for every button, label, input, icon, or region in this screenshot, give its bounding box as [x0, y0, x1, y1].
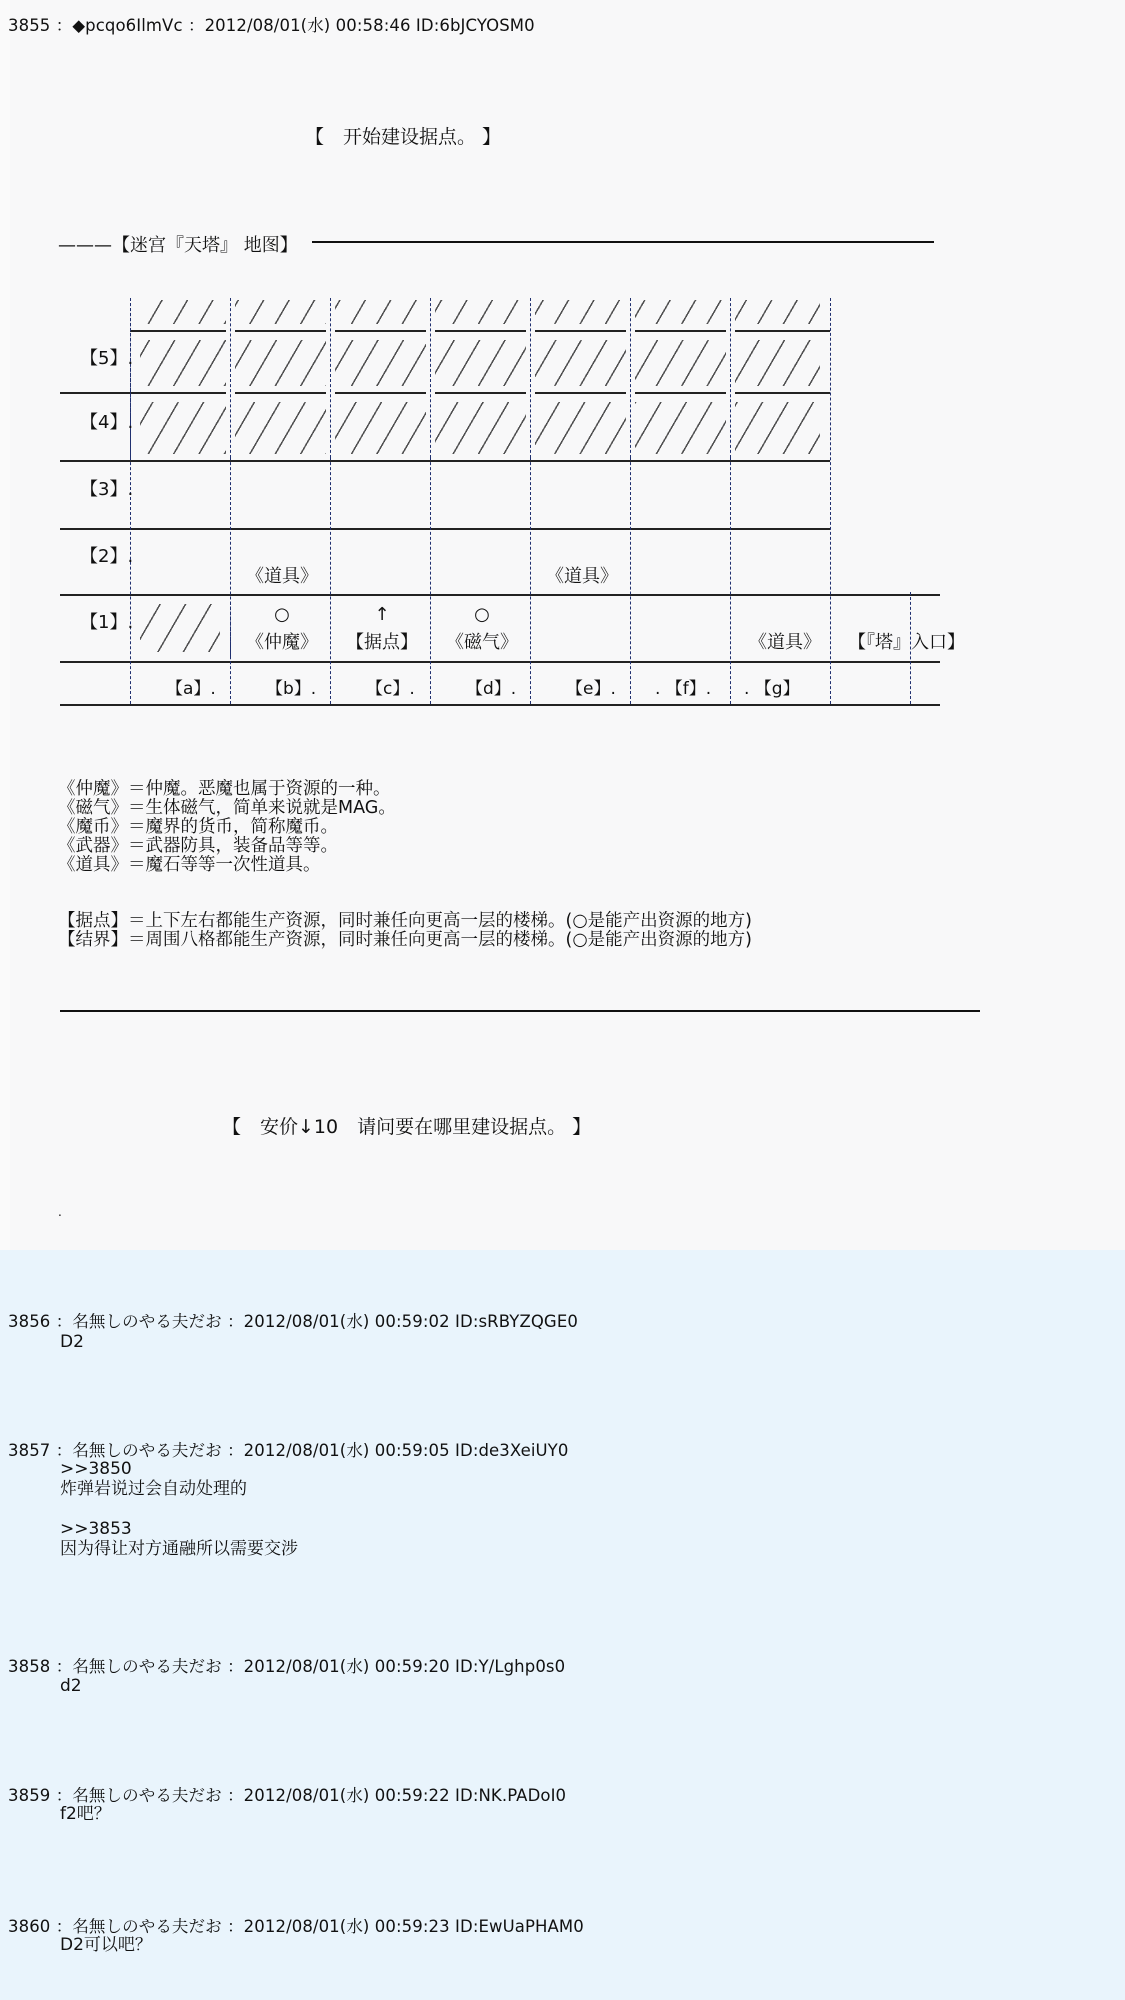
row-label-1: 【1】.	[80, 612, 134, 633]
hatch-a1	[140, 604, 220, 652]
vote-prompt: 【 安价↓10 请问要在哪里建设据点。 】	[222, 1116, 592, 1138]
legend-line: 《魔币》＝魔界的货币，简称魔币。	[58, 817, 338, 837]
post-body-3858	[60, 1676, 82, 1696]
reply-line: D2	[60, 1332, 84, 1352]
row-divider	[60, 661, 940, 663]
col-label-c: 【c】.	[366, 679, 415, 699]
legend-line: 《武器》＝武器防具，装备品等等。	[58, 836, 338, 856]
legend-line: 《磁气》＝生体磁气，简单来说就是MAG。	[58, 798, 396, 818]
row-label-5: 【5】.	[80, 348, 134, 369]
post-body-3860	[60, 1935, 152, 1955]
post-header-3860: 3860 ：名無しのやる夫だお ：2012/08/01(水) 00:59:23 ID:EwUaPHAM0	[8, 1917, 584, 1936]
post-body-3859	[60, 1804, 111, 1824]
hatch-row5	[140, 340, 820, 386]
map-title-rule	[312, 241, 934, 243]
row-label-3: 【3】.	[80, 479, 134, 500]
row-divider	[60, 460, 830, 462]
cell-e2: 《道具》	[546, 566, 618, 587]
col-label-b: 【b】.	[266, 679, 317, 699]
reply-line: d2	[60, 1676, 82, 1696]
cell-b1: 《仲魔》	[246, 632, 318, 653]
reply-anchor-link[interactable]: >>3850	[60, 1459, 132, 1479]
row-label-2: 【2】.	[80, 546, 134, 567]
cell-g1: 《道具》	[749, 632, 821, 653]
legend-block	[58, 780, 396, 875]
section-rule	[60, 1010, 980, 1012]
post-header-3857: 3857 ：名無しのやる夫だお ：2012/08/01(水) 00:59:05 ID:de3XeiUY0	[8, 1441, 569, 1460]
cell-d1-marker: ○	[474, 604, 490, 625]
post-header-3855: 3855 ：◆pcqo6IlmVc ：2012/08/01(水) 00:58:46 ID:6bJCYOSM0	[8, 16, 535, 35]
col-label-e: 【e】.	[566, 679, 616, 699]
post-header-3859: 3859 ：名無しのやる夫だお ：2012/08/01(水) 00:59:22 ID:NK.PADoI0	[8, 1786, 567, 1805]
legend-line: 《仲魔》＝仲魔。恶魔也属于资源的一种。	[58, 779, 391, 799]
cell-c1: 【据点】	[346, 632, 418, 653]
post-header-3858: 3858 ：名無しのやる夫だお ：2012/08/01(水) 00:59:20 ID:Y/Lghp0s0	[8, 1657, 566, 1676]
rule-line: 【据点】＝上下左右都能生产资源，同时兼任向更高一层的楼梯。(○是能产出资源的地方)	[58, 911, 752, 931]
hatch-row4	[140, 402, 820, 454]
announce-text: 【 开始建设据点。 】	[305, 126, 502, 148]
tower-entrance: 【『塔』入口】	[848, 632, 965, 653]
rules-block	[58, 912, 752, 950]
map-title: ———【迷宫『天塔』 地图】	[58, 235, 298, 256]
gutter	[0, 0, 10, 1250]
post-body-3857	[60, 1459, 298, 1559]
row-divider	[60, 392, 830, 394]
reply-line: D2可以吧？	[60, 1935, 152, 1955]
post-header-3856: 3856 ：名無しのやる夫だお ：2012/08/01(水) 00:59:02 ID:sRBYZQGE0	[8, 1312, 578, 1331]
hatch-top	[140, 300, 820, 324]
post-body-3856	[60, 1332, 84, 1352]
col-label-a: 【a】.	[166, 679, 216, 699]
legend-line: 《道具》＝魔石等等一次性道具。	[58, 855, 321, 875]
cell-b1-marker: ○	[274, 604, 290, 625]
cell-b2: 《道具》	[246, 566, 318, 587]
reply-line: 因为得让对方通融所以需要交涉	[60, 1539, 298, 1559]
cell-c1-marker: ↑	[374, 604, 390, 625]
rule-line: 【结界】＝周围八格都能生产资源，同时兼任向更高一层的楼梯。(○是能产出资源的地方)	[58, 930, 752, 950]
row-label-4: 【4】.	[80, 412, 134, 433]
row-divider	[60, 704, 940, 706]
trailing-dot: .	[58, 1205, 62, 1219]
row-divider	[60, 594, 940, 596]
reply-line: 炸弹岩说过会自动处理的	[60, 1479, 247, 1499]
cell-d1: 《磁气》	[446, 632, 518, 653]
row-divider	[60, 528, 830, 530]
col-label-g: . 【g】	[744, 679, 800, 699]
col-label-f: . 【f】.	[655, 679, 712, 699]
row-divider	[130, 330, 830, 332]
reply-line: f2吧？	[60, 1804, 111, 1824]
reply-anchor-link[interactable]: >>3853	[60, 1519, 132, 1539]
col-label-d: 【d】.	[466, 679, 517, 699]
